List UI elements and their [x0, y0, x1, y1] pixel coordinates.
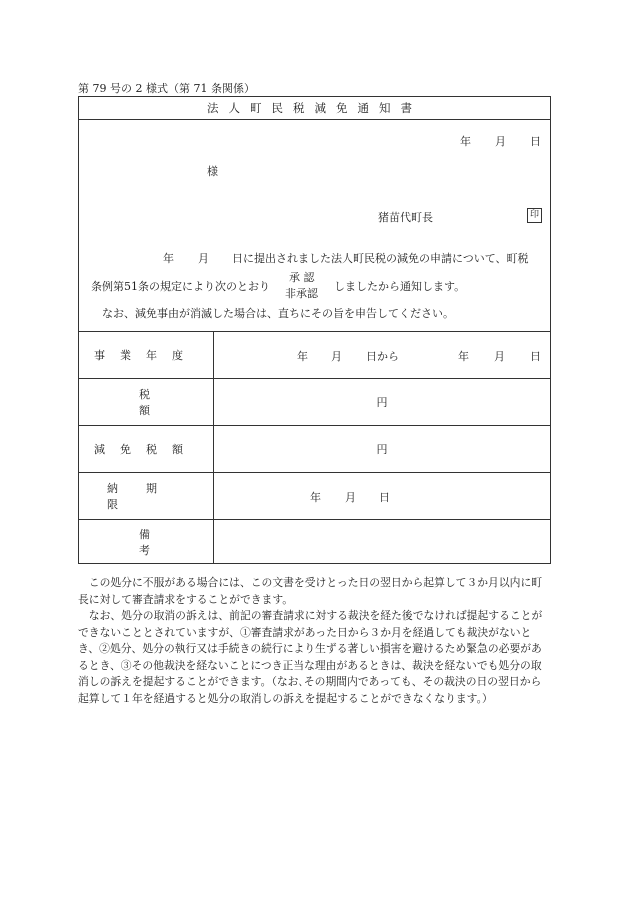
- due-day: 日: [379, 491, 390, 504]
- appeal-notes: [78, 575, 551, 707]
- label-due-date: [79, 473, 213, 519]
- choice-approve: 承 認: [289, 271, 315, 284]
- recipient-suffix: 様: [207, 165, 218, 178]
- fy-start-month: 月: [331, 350, 342, 363]
- due-date-value: [214, 473, 550, 519]
- issuer-name: 猪苗代町長: [378, 211, 433, 224]
- tax-amount-value: 円: [376, 396, 388, 409]
- choice-reject: 非承認: [285, 287, 318, 300]
- label-fiscal-year: [79, 332, 213, 378]
- form-number-label: 第 79 号の 2 様式（第 71 条関係）: [78, 82, 255, 95]
- due-month: 月: [345, 491, 356, 504]
- body-line1-text: 日に提出されました法人町民税の減免の申請について、町税: [232, 252, 529, 265]
- reduced-amount-value: 円: [376, 443, 388, 456]
- seal-mark: 印: [527, 208, 542, 223]
- row-label-text: 納期限: [107, 482, 185, 511]
- row-label-text: 減免税額: [94, 443, 198, 456]
- fy-start-day: 日から: [366, 350, 399, 363]
- row-label-text: 税額: [139, 388, 210, 417]
- issue-date-month: 月: [495, 135, 506, 148]
- notice-form: [78, 96, 551, 564]
- body-line2-suffix: しましたから通知します。: [334, 280, 466, 293]
- label-tax-amount: [79, 379, 213, 425]
- body-line3: なお、減免事由が消滅した場合は、直ちにその旨を申告してください。: [102, 307, 454, 320]
- body-month: 月: [198, 252, 209, 265]
- remarks-value: [214, 520, 550, 564]
- note-paragraph-1: この処分に不服がある場合には、この文書を受けとった日の翌日から起算して３か月以内に町長に対して審査請求をすることができます。: [78, 576, 543, 606]
- fiscal-year-value: [214, 332, 550, 378]
- fy-end-month: 月: [494, 350, 505, 363]
- form-title: 法人町民税減免通知書: [79, 97, 550, 120]
- due-year: 年: [310, 491, 321, 504]
- fy-end-day: 日: [530, 350, 541, 363]
- issue-date-day: 日: [530, 135, 541, 148]
- row-label-text: 事業年度: [94, 349, 198, 362]
- label-reduced-amount: [79, 426, 213, 472]
- label-remarks: [79, 520, 213, 564]
- row-label-text: 備考: [139, 528, 210, 557]
- fy-end-year: 年: [458, 350, 469, 363]
- body-line2-prefix: 条例第51条の規定により次のとおり: [91, 280, 270, 293]
- note-paragraph-2: なお、処分の取消の訴えは、前記の審査請求に対する裁決を経た後でなければ提起することができないこととされていますが、①審査請求があった日から３か月を経過しても裁決がないとき、②処分、処分の執行又は手続きの続行により生ずる著しい損害を避けるため緊急の必要があるとき、③その他裁決を経ないことにつき正当な理由があるときは、裁決を経ないでも処分の取消しの訴えを提起することができます。（なお､その期間内であっても、その裁決の日の翌日から起算して１年を経過すると処分の取消しの訴えを提起することができなくなります。）: [78, 609, 543, 705]
- fy-start-year: 年: [297, 350, 308, 363]
- issue-date-year: 年: [460, 135, 471, 148]
- body-year: 年: [163, 252, 174, 265]
